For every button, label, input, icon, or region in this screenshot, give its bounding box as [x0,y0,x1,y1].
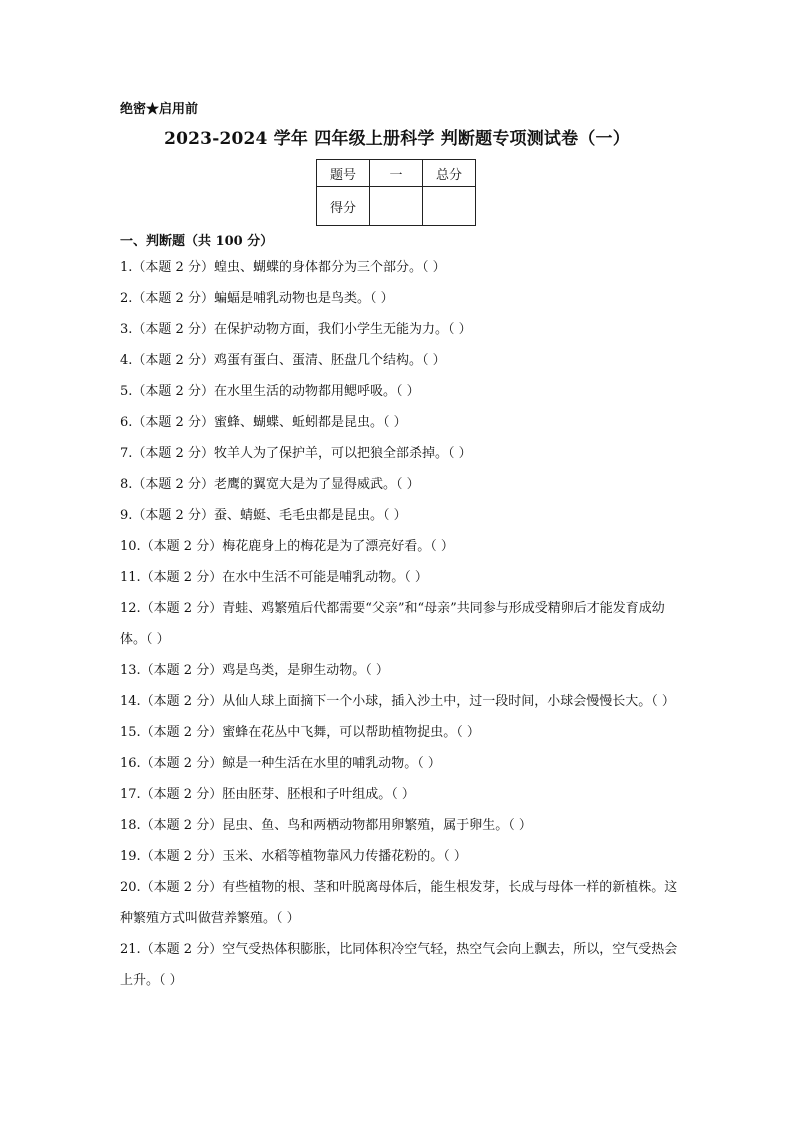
score-cell-question-no: 题号 [317,160,370,187]
section-heading: 一、判断题（共 100 分） [120,234,274,249]
question-item: 8.（本题 2 分）老鹰的翼宽大是为了显得威武。（ ） [120,477,420,492]
question-item: 2.（本题 2 分）蝙蝠是哺乳动物也是鸟类。（ ） [120,291,394,306]
question-item: 18.（本题 2 分）昆虫、鱼、鸟和两栖动物都用卵繁殖，属于卵生。（ ） [120,818,532,833]
question-item: 5.（本题 2 分）在水里生活的动物都用鳃呼吸。（ ） [120,384,420,399]
score-table [316,159,476,226]
score-cell-section-one-score [370,187,423,226]
question-item: 19.（本题 2 分）玉米、水稻等植物靠风力传播花粉的。（ ） [120,849,467,864]
score-table-score-row [317,187,476,226]
score-table-header-row [317,160,476,187]
question-item: 13.（本题 2 分）鸡是鸟类，是卵生动物。（ ） [120,663,389,678]
question-item: 17.（本题 2 分）胚由胚芽、胚根和子叶组成。（ ） [120,787,415,802]
question-item: 4.（本题 2 分）鸡蛋有蛋白、蛋清、胚盘几个结构。（ ） [120,353,446,368]
score-cell-section-one: 一 [370,160,423,187]
question-item: 9.（本题 2 分）蚕、蜻蜓、毛毛虫都是昆虫。（ ） [120,508,407,523]
question-item: 10.（本题 2 分）梅花鹿身上的梅花是为了漂亮好看。（ ） [120,539,454,554]
question-item: 21.（本题 2 分）空气受热体积膨胀，比同体积冷空气轻，热空气会向上飘去，所以，空气受热会上升。（ ） [120,942,678,988]
question-item: 20.（本题 2 分）有些植物的根、茎和叶脱离母体后，能生根发芽，长成与母体一样的新植株。这种繁殖方式叫做营养繁殖。（ ） [120,880,678,926]
question-list [120,252,680,996]
confidential-label: 绝密★启用前 [120,102,199,117]
exam-title: 2023-2024 学年 四年级上册科学 判断题专项测试卷（一） [164,129,630,149]
score-cell-total-score [423,187,476,226]
score-cell-total: 总分 [423,160,476,187]
score-cell-score-label: 得分 [317,187,370,226]
question-item: 11.（本题 2 分）在水中生活不可能是哺乳动物。（ ） [120,570,428,585]
question-item: 3.（本题 2 分）在保护动物方面，我们小学生无能为力。（ ） [120,322,472,337]
question-item: 6.（本题 2 分）蜜蜂、蝴蝶、蚯蚓都是昆虫。（ ） [120,415,407,430]
question-item: 1.（本题 2 分）蝗虫、蝴蝶的身体都分为三个部分。（ ） [120,260,446,275]
question-item: 14.（本题 2 分）从仙人球上面摘下一个小球，插入沙土中，过一段时间，小球会慢慢长大。（ ） [120,694,675,709]
question-item: 12.（本题 2 分）青蛙、鸡繁殖后代都需要“父亲”和“母亲”共同参与形成受精卵后才能发育成幼体。（ ） [120,601,665,647]
question-item: 15.（本题 2 分）蜜蜂在花丛中飞舞，可以帮助植物捉虫。（ ） [120,725,480,740]
question-item: 16.（本题 2 分）鲸是一种生活在水里的哺乳动物。（ ） [120,756,441,771]
question-item: 7.（本题 2 分）牧羊人为了保护羊，可以把狼全部杀掉。（ ） [120,446,472,461]
